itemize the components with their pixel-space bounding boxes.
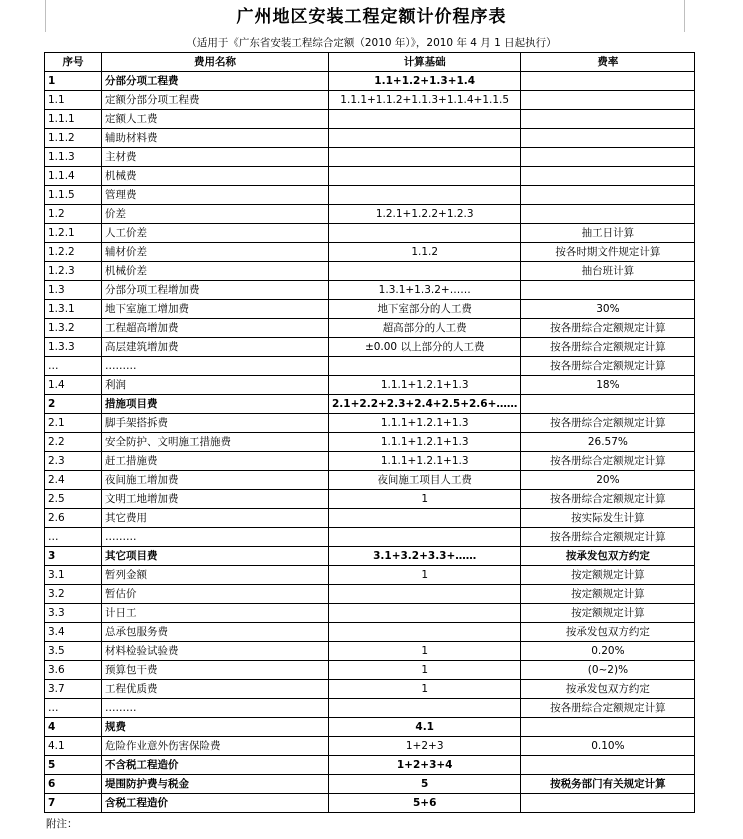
cell-base: [329, 129, 521, 148]
cell-seq: 1.3.1: [45, 300, 102, 319]
cell-seq: 3.3: [45, 604, 102, 623]
cell-name: 预算包干费: [102, 661, 329, 680]
table-row: [45, 718, 695, 737]
table-row: [45, 167, 695, 186]
table-row: [45, 129, 695, 148]
cell-seq: 1.1.2: [45, 129, 102, 148]
cell-seq: 1.1: [45, 91, 102, 110]
cell-base: 1+2+3: [329, 737, 521, 756]
table-row: [45, 775, 695, 794]
cell-rate: 按各时期文件规定计算: [521, 243, 695, 262]
cell-base: 1.1.1+1.2.1+1.3: [329, 376, 521, 395]
cell-base: 1.1.1+1.2.1+1.3: [329, 414, 521, 433]
cell-seq: …: [45, 528, 102, 547]
cell-seq: 1.2: [45, 205, 102, 224]
table-row: [45, 224, 695, 243]
cell-base: [329, 604, 521, 623]
table-row: [45, 338, 695, 357]
table-row: [45, 585, 695, 604]
cell-name: 规费: [102, 718, 329, 737]
cell-name: 主材费: [102, 148, 329, 167]
table-row: [45, 471, 695, 490]
cell-rate: (0~2)%: [521, 661, 695, 680]
table-row: [45, 281, 695, 300]
cell-seq: 4.1: [45, 737, 102, 756]
cell-seq: 2.5: [45, 490, 102, 509]
cell-seq: 1.1.3: [45, 148, 102, 167]
cell-seq: 2.1: [45, 414, 102, 433]
fee-table: [44, 52, 695, 813]
cell-name: 机械费: [102, 167, 329, 186]
table-row: [45, 319, 695, 338]
cell-rate: 按各册综合定额规定计算: [521, 699, 695, 718]
table-row: [45, 186, 695, 205]
cell-seq: 1.2.2: [45, 243, 102, 262]
cell-seq: 3.7: [45, 680, 102, 699]
cell-base: [329, 585, 521, 604]
table-row: [45, 756, 695, 775]
cell-name: 材料检验试验费: [102, 642, 329, 661]
cell-seq: 1.1.1: [45, 110, 102, 129]
cell-rate: [521, 794, 695, 813]
header-seq: 序号: [45, 53, 102, 72]
cell-base: [329, 623, 521, 642]
cell-seq: 1.4: [45, 376, 102, 395]
cell-base: ±0.00 以上部分的人工费: [329, 338, 521, 357]
cell-base: [329, 148, 521, 167]
cell-name: 其它项目费: [102, 547, 329, 566]
cell-seq: 3.4: [45, 623, 102, 642]
cell-rate: 按各册综合定额规定计算: [521, 528, 695, 547]
cell-seq: 1.2.3: [45, 262, 102, 281]
cell-seq: 3.1: [45, 566, 102, 585]
cell-rate: [521, 110, 695, 129]
cell-name: 管理费: [102, 186, 329, 205]
table-row: [45, 661, 695, 680]
cell-name: ………: [102, 357, 329, 376]
cell-base: 5: [329, 775, 521, 794]
cell-base: [329, 528, 521, 547]
cell-base: [329, 167, 521, 186]
cell-rate: [521, 91, 695, 110]
cell-base: 1.1.1+1.2.1+1.3: [329, 452, 521, 471]
cell-base: 1: [329, 490, 521, 509]
cell-base: 3.1+3.2+3.3+……: [329, 547, 521, 566]
table-row: [45, 414, 695, 433]
table-row: [45, 72, 695, 91]
cell-base: 1: [329, 642, 521, 661]
cell-seq: 4: [45, 718, 102, 737]
cell-seq: 3.5: [45, 642, 102, 661]
cell-rate: 按承发包双方约定: [521, 680, 695, 699]
cell-seq: 1.2.1: [45, 224, 102, 243]
cell-seq: 5: [45, 756, 102, 775]
cell-name: 机械价差: [102, 262, 329, 281]
cell-rate: [521, 72, 695, 91]
table-body: [45, 72, 695, 813]
cell-name: 文明工地增加费: [102, 490, 329, 509]
cell-seq: …: [45, 357, 102, 376]
table-row: [45, 680, 695, 699]
cell-base: [329, 224, 521, 243]
cell-name: 分部分项工程增加费: [102, 281, 329, 300]
cell-rate: 18%: [521, 376, 695, 395]
cell-seq: 3.2: [45, 585, 102, 604]
cell-rate: 按承发包双方约定: [521, 623, 695, 642]
cell-name: 赶工措施费: [102, 452, 329, 471]
cell-name: 脚手架搭拆费: [102, 414, 329, 433]
cell-name: 暂估价: [102, 585, 329, 604]
cell-base: 4.1: [329, 718, 521, 737]
note-label: 附注：: [46, 818, 78, 830]
cell-seq: 6: [45, 775, 102, 794]
table-row: [45, 642, 695, 661]
cell-rate: 按各册综合定额规定计算: [521, 319, 695, 338]
cell-name: 工程优质费: [102, 680, 329, 699]
cell-rate: 26.57%: [521, 433, 695, 452]
cell-rate: [521, 718, 695, 737]
cell-rate: 按定额规定计算: [521, 604, 695, 623]
cell-rate: [521, 756, 695, 775]
cell-seq: 1: [45, 72, 102, 91]
cell-name: 价差: [102, 205, 329, 224]
header-name: 费用名称: [102, 53, 329, 72]
cell-rate: [521, 129, 695, 148]
cell-name: 地下室施工增加费: [102, 300, 329, 319]
cell-name: 堤围防护费与税金: [102, 775, 329, 794]
table-row: [45, 110, 695, 129]
table-row: [45, 547, 695, 566]
cell-seq: 2.2: [45, 433, 102, 452]
cell-seq: 2.4: [45, 471, 102, 490]
cell-seq: 1.1.4: [45, 167, 102, 186]
table-row: [45, 395, 695, 414]
cell-name: 高层建筑增加费: [102, 338, 329, 357]
cell-seq: 1.3.2: [45, 319, 102, 338]
cell-name: 定额分部分项工程费: [102, 91, 329, 110]
cell-base: [329, 357, 521, 376]
cell-base: 1.1+1.2+1.3+1.4: [329, 72, 521, 91]
cell-base: 1: [329, 680, 521, 699]
cell-seq: 7: [45, 794, 102, 813]
cell-name: 含税工程造价: [102, 794, 329, 813]
cell-seq: 1.1.5: [45, 186, 102, 205]
cell-base: 1.3.1+1.3.2+……: [329, 281, 521, 300]
cell-rate: [521, 205, 695, 224]
cell-name: 利润: [102, 376, 329, 395]
cell-rate: 按各册综合定额规定计算: [521, 357, 695, 376]
cell-rate: 抽工日计算: [521, 224, 695, 243]
cell-seq: 3.6: [45, 661, 102, 680]
cell-base: 1: [329, 661, 521, 680]
cell-rate: 按税务部门有关规定计算: [521, 775, 695, 794]
cell-name: 工程超高增加费: [102, 319, 329, 338]
cell-seq: 3: [45, 547, 102, 566]
table-row: [45, 623, 695, 642]
cell-base: [329, 110, 521, 129]
cell-base: 5+6: [329, 794, 521, 813]
cell-seq: 1.3: [45, 281, 102, 300]
cell-seq: 2.3: [45, 452, 102, 471]
table-row: [45, 452, 695, 471]
table-row: [45, 148, 695, 167]
table-row: [45, 528, 695, 547]
cell-base: 超高部分的人工费: [329, 319, 521, 338]
cell-seq: …: [45, 699, 102, 718]
cell-name: ………: [102, 699, 329, 718]
cell-base: 1.2.1+1.2.2+1.2.3: [329, 205, 521, 224]
cell-rate: 按各册综合定额规定计算: [521, 338, 695, 357]
table-row: [45, 376, 695, 395]
cell-name: 分部分项工程费: [102, 72, 329, 91]
cell-rate: [521, 167, 695, 186]
cell-name: ………: [102, 528, 329, 547]
table-header-row: [45, 53, 695, 72]
cell-rate: [521, 281, 695, 300]
cell-name: 夜间施工增加费: [102, 471, 329, 490]
cell-base: [329, 699, 521, 718]
cell-base: 1+2+3+4: [329, 756, 521, 775]
cell-name: 不含税工程造价: [102, 756, 329, 775]
cell-name: 其它费用: [102, 509, 329, 528]
table-row: [45, 205, 695, 224]
cell-name: 辅助材料费: [102, 129, 329, 148]
cell-rate: [521, 186, 695, 205]
cell-name: 计日工: [102, 604, 329, 623]
document-title: 广州地区安装工程定额计价程序表: [236, 7, 507, 27]
document-subtitle: （适用于《广东省安装工程综合定额（2010 年）》，2010 年 4 月 1 日起执行）: [186, 37, 557, 49]
cell-base: [329, 186, 521, 205]
cell-base: 1.1.2: [329, 243, 521, 262]
table-row: [45, 300, 695, 319]
cell-rate: 0.10%: [521, 737, 695, 756]
cell-seq: 2.6: [45, 509, 102, 528]
cell-name: 总承包服务费: [102, 623, 329, 642]
table-row: [45, 566, 695, 585]
header-rate: 费率: [521, 53, 695, 72]
table-row: [45, 91, 695, 110]
cell-base: 地下室部分的人工费: [329, 300, 521, 319]
cell-rate: 按承发包双方约定: [521, 547, 695, 566]
cell-base: 2.1+2.2+2.3+2.4+2.5+2.6+……: [329, 395, 521, 414]
table-row: [45, 357, 695, 376]
cell-rate: 按实际发生计算: [521, 509, 695, 528]
table-row: [45, 604, 695, 623]
table-row: [45, 262, 695, 281]
cell-rate: 0.20%: [521, 642, 695, 661]
cell-name: 定额人工费: [102, 110, 329, 129]
cell-name: 辅材价差: [102, 243, 329, 262]
header-base: 计算基础: [329, 53, 521, 72]
cell-rate: 按各册综合定额规定计算: [521, 490, 695, 509]
cell-seq: 1.3.3: [45, 338, 102, 357]
cell-name: 人工价差: [102, 224, 329, 243]
cell-rate: 30%: [521, 300, 695, 319]
cell-base: 1.1.1+1.1.2+1.1.3+1.1.4+1.1.5: [329, 91, 521, 110]
cell-base: 1: [329, 566, 521, 585]
cell-base: 夜间施工项目人工费: [329, 471, 521, 490]
table-row: [45, 243, 695, 262]
cell-rate: 按各册综合定额规定计算: [521, 414, 695, 433]
cell-rate: [521, 148, 695, 167]
cell-base: 1.1.1+1.2.1+1.3: [329, 433, 521, 452]
cell-rate: 20%: [521, 471, 695, 490]
cell-rate: 按定额规定计算: [521, 566, 695, 585]
cell-rate: 按定额规定计算: [521, 585, 695, 604]
cell-name: 危险作业意外伤害保险费: [102, 737, 329, 756]
cell-base: [329, 262, 521, 281]
table-row: [45, 737, 695, 756]
cell-name: 安全防护、文明施工措施费: [102, 433, 329, 452]
table-row: [45, 794, 695, 813]
table-row: [45, 490, 695, 509]
table-row: [45, 509, 695, 528]
cell-rate: [521, 395, 695, 414]
cell-rate: 按各册综合定额规定计算: [521, 452, 695, 471]
table-row: [45, 433, 695, 452]
cell-name: 暂列金额: [102, 566, 329, 585]
cell-rate: 抽台班计算: [521, 262, 695, 281]
cell-seq: 2: [45, 395, 102, 414]
table-row: [45, 699, 695, 718]
cell-base: [329, 509, 521, 528]
cell-name: 措施项目费: [102, 395, 329, 414]
